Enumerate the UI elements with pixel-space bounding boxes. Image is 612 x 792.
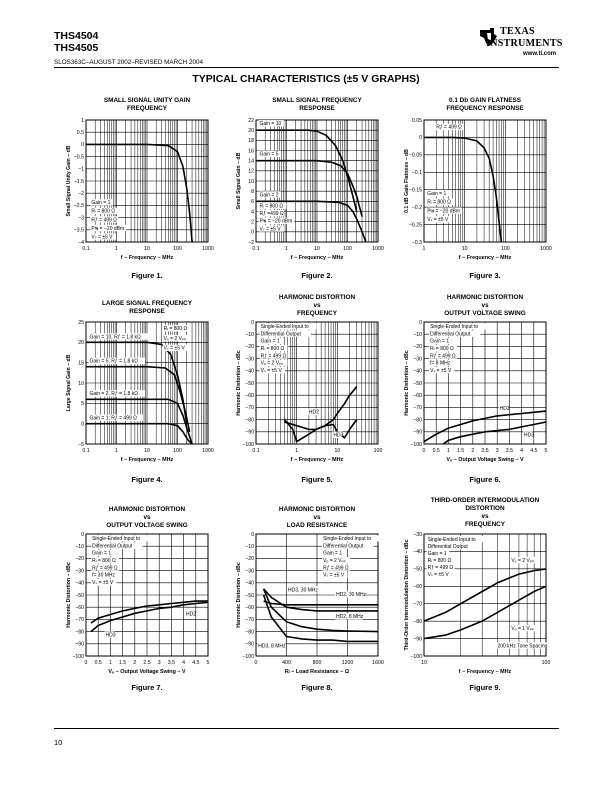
y-tick-label: 6 <box>251 199 254 206</box>
x-tick-label: 0 <box>422 448 426 454</box>
chart-figure-9 <box>400 532 570 682</box>
y-tick-label: −90 <box>75 641 84 648</box>
y-tick-label: −3.5 <box>73 227 84 234</box>
plot-area <box>248 118 384 252</box>
annotation-label: Gain = 5 <box>259 151 279 158</box>
annotation-label: Rƒ = 499 Ω <box>92 565 118 572</box>
annotation-label: Differential Output <box>427 543 468 550</box>
figure-3-caption: Figure 3. <box>469 271 501 280</box>
brand-url: www.ti.com <box>523 51 557 57</box>
plot-frame <box>424 120 546 242</box>
x-axis-label: f − Frequency − MHz <box>458 255 512 261</box>
chart-figure-3 <box>400 118 570 268</box>
y-tick-label: −30 <box>245 568 254 575</box>
y-tick-label: −2 <box>78 191 84 197</box>
figure-2-caption: Figure 2. <box>301 271 333 280</box>
y-tick-label: −80 <box>413 618 422 625</box>
y-tick-label: 2 <box>251 219 254 226</box>
x-tick-label: 10 <box>421 660 427 666</box>
x-axis-label: Vₒ − Output Voltage Swing − V <box>108 669 186 675</box>
x-axis-label: f − Frequency − MHz <box>290 255 344 261</box>
y-tick-label: −60 <box>413 584 422 591</box>
y-tick-label: −0.05 <box>408 152 422 159</box>
chart-figure-8 <box>232 532 402 682</box>
x-axis-label: f − Frequency − MHz <box>120 457 174 463</box>
annotation-label: Gain = 2 <box>259 192 279 199</box>
y-tick-label: −100 <box>410 441 422 448</box>
annotation-label: HD2, 8 MHz <box>336 614 364 621</box>
x-tick-label: 100 <box>173 246 182 252</box>
y-tick-label: −30 <box>413 356 422 363</box>
y-tick-label: −70 <box>245 405 254 412</box>
y-tick-label: −10 <box>245 544 254 550</box>
x-tick-label: 100 <box>541 660 551 666</box>
y-tick-label: −50 <box>413 566 422 573</box>
annotation-label: HD2 <box>186 611 197 618</box>
y-tick-label: −90 <box>413 636 422 643</box>
annotation-label: 200 kHz Tone Spacing <box>497 643 548 650</box>
annotation-label: Vₛ = ±5 V <box>260 368 282 375</box>
x-tick-label: 1 <box>115 246 118 252</box>
header-rule <box>54 67 559 68</box>
figure-1-caption: Figure 1. <box>131 271 163 280</box>
x-tick-label: 3.5 <box>505 448 514 454</box>
x-tick-label: 1000 <box>372 246 384 252</box>
x-tick-label: 3.5 <box>167 660 176 666</box>
y-tick-label: 0 <box>81 531 84 538</box>
y-tick-label: −60 <box>245 393 254 399</box>
y-tick-label: 0 <box>81 421 84 428</box>
y-tick-label: −20 <box>413 344 422 351</box>
x-tick-label: 4.5 <box>192 660 200 666</box>
y-axis-label: Small Signal Unity Gain − dB <box>66 145 72 217</box>
annotation-label: Rₗ = 800 Ω <box>427 557 452 564</box>
series-line <box>284 420 356 442</box>
annotation-label: Vₒ = 2 Vₚₚ <box>260 360 284 367</box>
y-tick-label: 1 <box>81 117 84 124</box>
figure-4-caption: Figure 4. <box>131 475 163 484</box>
part-number-2: THS4505 <box>54 42 99 54</box>
annotation-label: Single-Ended Input to <box>92 536 141 543</box>
annotation-label: Vₛ = ±5 V <box>91 234 113 241</box>
brand-line2: INSTRUMENTS <box>486 38 563 49</box>
chart-figure-1 <box>62 118 232 268</box>
x-tick-label: 4.5 <box>530 448 538 454</box>
annotation-label: Gain = 1 <box>430 338 450 345</box>
y-tick-label: −60 <box>75 605 84 611</box>
x-axis-label: f − Frequency − MHz <box>290 457 344 463</box>
x-tick-label: 100 <box>173 448 182 454</box>
x-tick-label: 4 <box>182 660 186 666</box>
y-tick-label: 0.5 <box>76 130 84 136</box>
y-tick-label: −70 <box>75 617 84 624</box>
annotation-label: Pᴵɴ = −20 dBm <box>91 225 125 232</box>
figure-5-title: HARMONIC DISTORTION vs FREQUENCY <box>278 294 356 317</box>
annotation-label: f= 30 MHz <box>92 572 116 579</box>
brand-line1: TEXAS <box>500 26 535 37</box>
y-tick-label: 0 <box>81 142 84 149</box>
x-tick-label: 0.5 <box>432 448 440 454</box>
plot-area <box>74 118 214 252</box>
y-tick-label: 4 <box>251 209 254 216</box>
y-tick-label: −60 <box>245 605 254 611</box>
figure-3-title: 0.1 Db GAIN FLATNESS FREQUENCY RESPONSE <box>446 97 524 112</box>
y-tick-label: −80 <box>413 417 422 424</box>
annotation-label: HD3 <box>333 432 344 439</box>
x-tick-label: 3 <box>495 448 499 454</box>
annotation-label: Gain = 1, Rƒ = 499 Ω <box>89 415 137 422</box>
plot-area <box>242 532 384 666</box>
annotation-label: Vₒ = 1 Vₚₚ <box>511 625 535 632</box>
x-tick-label: 0.1 <box>82 448 90 454</box>
y-tick-label: −30 <box>413 531 422 538</box>
y-tick-label: −40 <box>245 368 254 375</box>
annotation-label: Rₗ = 800 Ω <box>259 203 284 210</box>
figure-2-title: SMALL SIGNAL FREQUENCY RESPONSE <box>272 97 362 112</box>
annotation-label: Rₗ = 800 Ω <box>430 346 454 353</box>
y-tick-label: 0.05 <box>411 117 422 124</box>
annotation-label: Gain = 1 <box>260 338 280 345</box>
x-tick-label: 0.1 <box>252 448 260 454</box>
annotation-label: Rƒ = 499 Ω <box>260 353 287 360</box>
y-tick-label: −30 <box>75 568 84 575</box>
figure-1-title: SMALL SIGNAL UNITY GAIN FREQUENCY <box>103 97 191 112</box>
series-line <box>284 387 356 430</box>
y-tick-label: −1.5 <box>73 178 84 185</box>
x-tick-label: 1000 <box>202 448 214 454</box>
chart-figure-6 <box>400 320 570 470</box>
x-tick-label: 100 <box>343 246 352 252</box>
x-tick-label: 400 <box>282 660 291 666</box>
x-tick-label: 1 <box>115 448 118 454</box>
y-tick-label: −3 <box>78 215 84 222</box>
figure-5-caption: Figure 5. <box>301 475 333 484</box>
y-tick-label: −90 <box>413 429 422 436</box>
y-tick-label: −90 <box>245 429 254 436</box>
annotation-label: Vₛ = ±5 V <box>427 217 449 224</box>
annotation-label: Rƒ = 499 Ω <box>436 124 462 131</box>
annotation-label: Rƒ = 499 Ω <box>91 217 117 224</box>
x-tick-label: 2 <box>471 448 475 454</box>
y-tick-label: −100 <box>242 441 254 448</box>
annotation-label: Rₗ = 800 Ω <box>92 558 116 565</box>
x-tick-label: 0 <box>84 660 88 666</box>
annotation-label: HD3, 8 MHz <box>258 643 286 650</box>
annotation-label: Gain = 1 <box>427 190 447 197</box>
y-tick-label: −1 <box>78 166 84 173</box>
x-tick-label: 10 <box>461 246 468 252</box>
y-tick-label: −70 <box>245 617 254 624</box>
annotation-label: Gain = 2, Rƒ = 1.8 kΩ <box>89 391 138 398</box>
figure-6-caption: Figure 6. <box>469 475 501 484</box>
annotation-label: HD2 <box>499 405 510 412</box>
chart-figure-4 <box>62 320 232 470</box>
x-tick-label: 2 <box>133 660 137 666</box>
figure-6-title: HARMONIC DISTORTION vs OUTPUT VOLTAGE SWING <box>444 294 526 317</box>
annotation-label: f= 8 MHz <box>430 360 451 367</box>
x-tick-label: 10 <box>334 448 341 454</box>
annotation-label: Vₛ = ±5 V <box>92 580 114 587</box>
annotation-label: HD2 <box>308 409 319 416</box>
y-tick-label: 5 <box>81 401 84 408</box>
y-tick-label: 0 <box>419 319 422 326</box>
x-tick-label: 0.1 <box>82 246 90 252</box>
x-tick-label: 1200 <box>341 660 354 666</box>
y-axis-label: Harmonic Distortion − dBc <box>236 562 242 628</box>
plot-area <box>410 320 547 454</box>
annotation-label: Gain = 10, Rƒ = 1.8 kΩ <box>89 334 141 341</box>
annotation-label: Rₗ = 800 Ω <box>163 326 188 333</box>
annotation-label: Gain = 1 <box>427 550 447 557</box>
section-title: TYPICAL CHARACTERISTICS (±5 V GRAPHS) <box>192 73 420 85</box>
annotation-label: Gain = 1 <box>92 550 112 557</box>
y-tick-label: −0.15 <box>408 187 422 194</box>
annotation-label: Rₗ = 800 Ω <box>91 208 115 215</box>
x-tick-label: 100 <box>501 246 510 252</box>
y-tick-label: 12 <box>248 168 254 175</box>
y-tick-label: −2 <box>248 239 254 246</box>
y-tick-label: −50 <box>245 592 254 599</box>
annotation-label: HD2, 30 MHz <box>336 592 367 599</box>
x-tick-label: 1.5 <box>118 660 127 666</box>
x-tick-label: 1 <box>422 246 426 252</box>
y-tick-label: −100 <box>72 653 84 660</box>
x-axis-label: Rₗ − Load Resistance − Ω <box>284 669 350 675</box>
annotation-label: Gain = 1 <box>91 200 111 207</box>
y-tick-label: −20 <box>75 556 84 563</box>
x-tick-label: 1 <box>285 246 288 252</box>
plot-area <box>78 320 214 454</box>
y-tick-label: −80 <box>75 629 84 636</box>
y-tick-label: 18 <box>248 138 254 145</box>
y-tick-label: −10 <box>75 544 84 550</box>
y-axis-label: 0.1 dB Gain Flatness − dB <box>404 149 410 213</box>
annotation-label: Vₒ = 2 Vₚₚ <box>163 335 187 342</box>
annotation-label: HD3 <box>524 432 535 439</box>
x-axis-label: f − Frequency − MHz <box>458 669 512 675</box>
annotation-label: Pᴵɴ = −20 dBm <box>259 218 293 225</box>
y-axis-label: Harmonic Distortion − dBc <box>404 350 410 416</box>
chart-figure-5 <box>232 320 402 470</box>
y-tick-label: 20 <box>78 340 84 347</box>
figure-9-title: THIRD-ORDER INTERMODULATION DISTORTION vs FREQUENCY <box>430 497 540 528</box>
annotation-label: Pᴵɴ = −20 dBm <box>427 208 461 215</box>
annotation-label: Rₗ = 800 Ω <box>260 346 285 353</box>
y-tick-label: 0 <box>251 319 254 326</box>
y-tick-label: −0.1 <box>411 170 422 177</box>
y-tick-label: 0 <box>251 229 254 236</box>
y-tick-label: −0.25 <box>408 222 422 229</box>
y-tick-label: 22 <box>248 117 254 124</box>
x-tick-label: 1 <box>446 448 450 454</box>
x-tick-label: 1 <box>295 448 299 454</box>
x-tick-label: 5 <box>544 448 548 454</box>
x-tick-label: 0 <box>254 660 258 666</box>
x-tick-label: 1000 <box>540 246 552 252</box>
document-id: SLOS363C–AUGUST 2002–REVISED MARCH 2004 <box>54 59 203 66</box>
y-tick-label: 20 <box>248 127 254 134</box>
x-axis-label: Vₒ − Output Voltage Swing − V <box>446 457 524 463</box>
figure-4-title: LARGE SIGNAL FREQUENCY RESPONSE <box>101 300 193 315</box>
annotation-label: Vₒ = 2 Vₚₚ <box>323 558 346 565</box>
annotation-label: Rƒ = 499 Ω <box>430 353 456 360</box>
x-tick-label: 1000 <box>202 246 214 252</box>
y-tick-label: −50 <box>75 592 84 599</box>
figure-9-caption: Figure 9. <box>469 683 501 692</box>
y-tick-label: 15 <box>78 360 84 367</box>
figure-7-title: HARMONIC DISTORTION vs OUTPUT VOLTAGE SWING <box>106 506 188 529</box>
figure-8-caption: Figure 8. <box>301 683 333 692</box>
y-axis-label: Harmonic Distortion − dBc <box>66 562 72 628</box>
annotation-label: Vₛ = ±5 V <box>323 572 345 579</box>
x-tick-label: 5 <box>206 660 210 666</box>
annotation-label: Gain = 10 <box>259 121 282 128</box>
y-tick-label: −100 <box>410 653 422 660</box>
x-tick-label: 4 <box>520 448 524 454</box>
x-tick-label: 800 <box>312 660 322 666</box>
annotation-label: Gain = 5, Rƒ = 1.8 kΩ <box>89 358 138 365</box>
page-number: 10 <box>54 738 63 747</box>
y-tick-label: −0.2 <box>411 204 422 211</box>
figure-8-title: HARMONIC DISTORTION vs LOAD RESISTANCE <box>278 506 356 529</box>
y-tick-label: 10 <box>248 178 254 185</box>
y-tick-label: −40 <box>413 368 422 375</box>
y-axis-label: Small Signal Gain − dB <box>236 152 242 210</box>
y-tick-label: 0 <box>251 531 254 538</box>
y-tick-label: 10 <box>78 380 84 387</box>
annotation-label: Rƒ =499 Ω <box>259 211 284 218</box>
y-tick-label: −40 <box>75 580 84 587</box>
y-tick-label: −40 <box>245 580 254 587</box>
chart-figure-7 <box>62 532 232 682</box>
annotation-label: Differential Output <box>260 331 301 338</box>
y-tick-label: −20 <box>245 556 254 563</box>
y-tick-label: 14 <box>248 158 254 165</box>
annotation-label: Differential Output <box>323 543 364 550</box>
annotation-label: Rₗ = 800 Ω <box>427 199 451 206</box>
y-axis-label: Harmonic Distortion − dBc <box>236 350 242 416</box>
y-tick-label: −50 <box>245 380 254 387</box>
chart-figure-2 <box>232 118 402 268</box>
y-tick-label: −20 <box>245 344 254 351</box>
y-tick-label: −4 <box>78 239 84 246</box>
annotation-label: Vₒ = 2 Vₚₚ <box>511 557 535 564</box>
y-tick-label: −30 <box>245 356 254 363</box>
y-tick-label: −80 <box>245 629 254 636</box>
y-tick-label: −10 <box>245 332 254 338</box>
y-tick-label: 16 <box>248 148 254 155</box>
annotation-label: Vₛ = ±5 V <box>427 571 449 578</box>
y-axis-label: Third-Order Intermodulation Distortion − dBc <box>404 539 410 651</box>
y-tick-label: −40 <box>413 549 422 556</box>
y-axis-label: Large Signal Gain − dB <box>66 354 72 412</box>
plot-area <box>72 532 209 666</box>
y-tick-label: −0.5 <box>73 154 84 161</box>
footer-rule <box>54 728 559 729</box>
y-tick-label: 8 <box>251 188 254 195</box>
x-tick-label: 3 <box>157 660 161 666</box>
plot-area <box>242 320 382 454</box>
x-tick-label: 1600 <box>372 660 384 666</box>
y-tick-label: −2.5 <box>73 203 84 210</box>
x-tick-label: 1.5 <box>456 448 465 454</box>
annotation-label: Vₛ = ±5 V <box>163 345 185 352</box>
y-tick-label: 25 <box>78 319 84 326</box>
figure-7-caption: Figure 7. <box>131 683 163 692</box>
plot-area <box>410 532 550 666</box>
annotation-label: HD3 <box>105 632 116 639</box>
y-tick-label: −100 <box>242 653 254 660</box>
annotation-label: HD3, 30 MHz <box>288 587 319 594</box>
annotation-label: Vₛ = ±5 V <box>430 368 452 375</box>
x-tick-label: 10 <box>314 246 320 252</box>
y-tick-label: −0.3 <box>411 239 422 246</box>
y-tick-label: −50 <box>413 380 422 387</box>
annotation-label: Single-Ended Input to <box>430 324 479 331</box>
annotation-label: Vₛ = ±5 V <box>259 226 281 233</box>
annotation-label: Rƒ = 499 Ω <box>323 565 349 572</box>
x-tick-label: 0.1 <box>252 246 260 252</box>
y-tick-label: 0 <box>419 135 422 142</box>
x-axis-label: f − Frequency − MHz <box>120 255 174 261</box>
annotation-label: Gain = 1 <box>323 550 343 557</box>
x-tick-label: 10 <box>144 246 150 252</box>
y-tick-label: −5 <box>78 441 84 448</box>
x-tick-label: 0.5 <box>94 660 102 666</box>
y-tick-label: −90 <box>245 641 254 648</box>
annotation-label: Rƒ = 499 Ω <box>427 564 454 571</box>
y-tick-label: −70 <box>413 405 422 412</box>
x-tick-label: 10 <box>144 448 150 454</box>
y-tick-label: −70 <box>413 601 422 608</box>
y-tick-label: −80 <box>245 417 254 424</box>
y-tick-label: −10 <box>413 332 422 338</box>
annotation-label: Single-Ended Input to <box>427 536 476 543</box>
x-tick-label: 2.5 <box>481 448 489 454</box>
y-tick-label: −60 <box>413 393 422 399</box>
annotation-label: Differential Output <box>92 543 133 550</box>
part-number-1: THS4504 <box>54 30 99 42</box>
x-tick-label: 100 <box>373 448 383 454</box>
annotation-label: Single-Ended Input to <box>260 324 309 331</box>
annotation-label: Single-Ended Input to <box>323 536 372 543</box>
plot-area <box>409 118 552 252</box>
x-tick-label: 2.5 <box>143 660 151 666</box>
x-tick-label: 1 <box>108 660 112 666</box>
annotation-label: Differential Output <box>430 331 471 338</box>
